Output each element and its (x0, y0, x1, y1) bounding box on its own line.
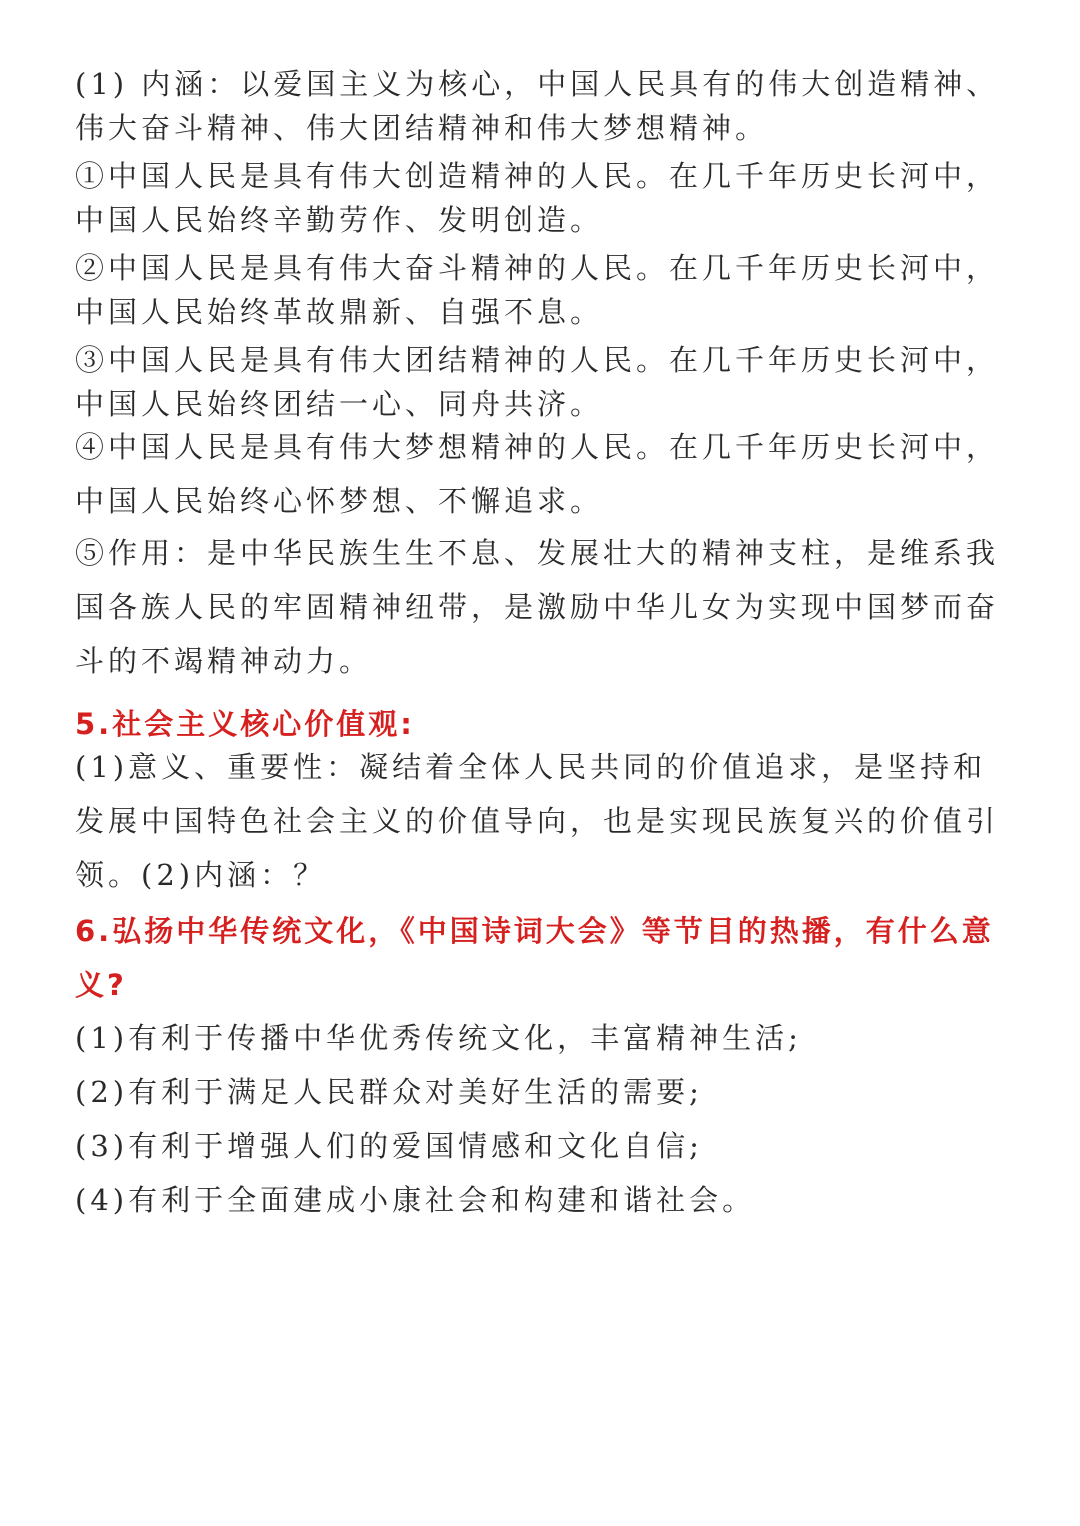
section4-item-4: ④中国人民是具有伟大梦想精神的人民。在几千年历史长河中，中国人民始终心怀梦想、不懈追求。 (75, 430, 1000, 518)
section4-intro: (1) 内涵：以爱国主义为核心，中国人民具有的伟大创造精神、伟大奋斗精神、伟大团结精神和伟大梦想精神。 (75, 67, 1000, 145)
section4-item-1: ①中国人民是具有伟大创造精神的人民。在几千年历史长河中，中国人民始终辛勤劳作、发明创造。 (75, 159, 1000, 237)
section5-heading: 5.社会主义核心价值观: (75, 707, 415, 741)
section4-item-3: ③中国人民是具有伟大团结精神的人民。在几千年历史长河中，中国人民始终团结一心、同舟共济。 (75, 343, 1000, 421)
section4-item-2: ②中国人民是具有伟大奋斗精神的人民。在几千年历史长河中，中国人民始终革故鼎新、自强不息。 (75, 251, 1000, 329)
section6-item-2: (2)有利于满足人民群众对美好生活的需要; (75, 1075, 703, 1109)
section6-heading: 6.弘扬中华传统文化，《中国诗词大会》等节目的热播，有什么意义? (75, 914, 994, 1002)
section6-item-1: (1)有利于传播中华优秀传统文化，丰富精神生活; (75, 1021, 802, 1055)
section4-item-5: ⑤作用：是中华民族生生不息、发展壮大的精神支柱，是维系我国各族人民的牢固精神纽带，是激励中华儿女为实现中国梦而奋斗的不竭精神动力。 (75, 536, 1000, 678)
section6-item-3: (3)有利于增强人们的爱国情感和文化自信; (75, 1129, 703, 1163)
section6-item-4: (4)有利于全面建成小康社会和构建和谐社会。 (75, 1183, 756, 1217)
section5-body: (1)意义、重要性：凝结着全体人民共同的价值追求，是坚持和发展中国特色社会主义的价值导向，也是实现民族复兴的价值引领。(2)内涵：？ (75, 750, 1000, 892)
